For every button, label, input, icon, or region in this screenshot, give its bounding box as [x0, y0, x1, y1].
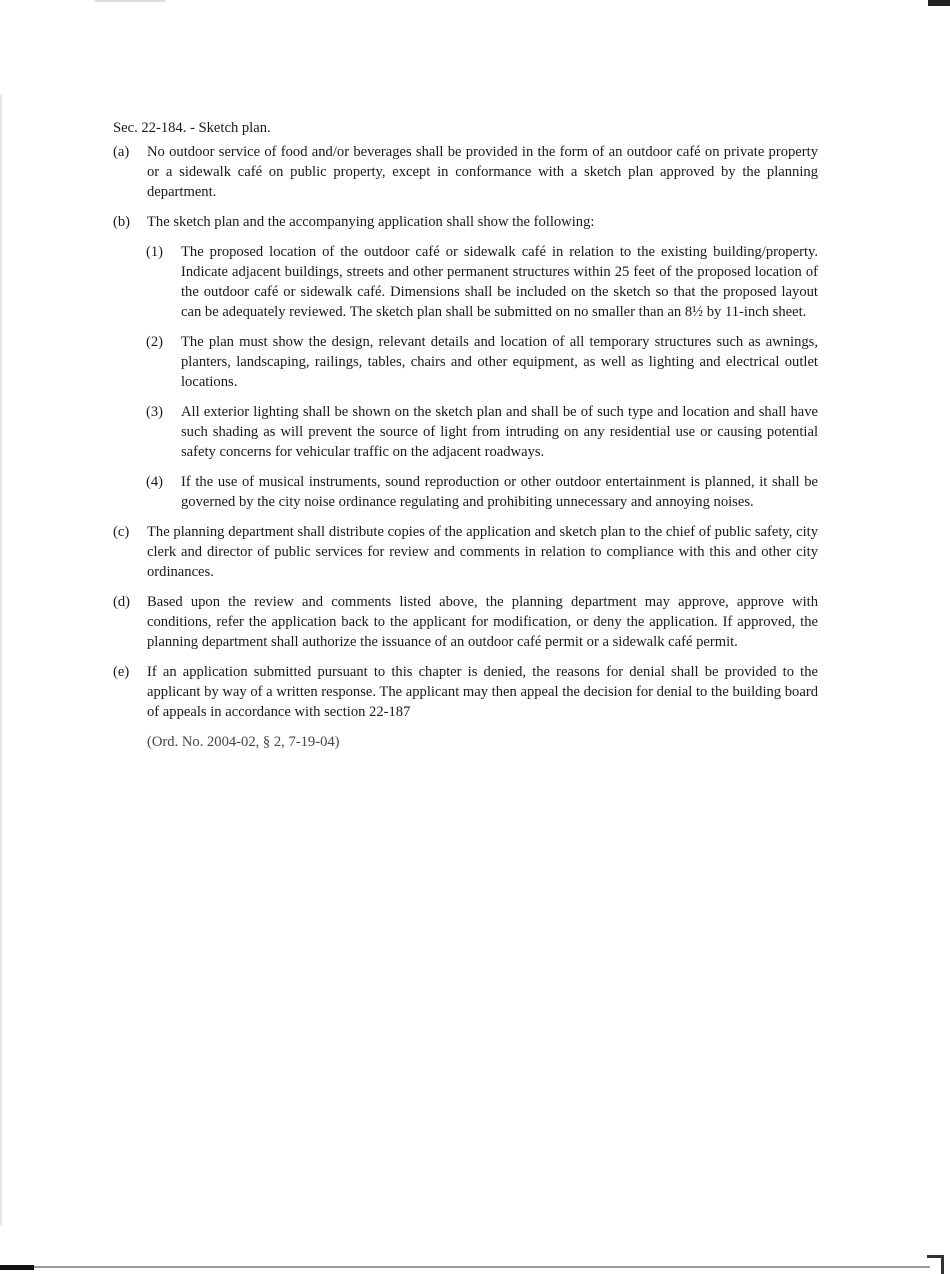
scan-edge-left: [0, 95, 2, 1225]
paragraph-label: (a): [113, 144, 130, 160]
scan-artifact-bottom-left: [0, 1265, 34, 1270]
paragraph-text: Based upon the review and comments listed above, the planning department may approve, approve with conditions, refer the application back to the applicant for modification, or deny the application. If approved, the planning department shall authorize the issuance of an outdoor café permit or a sidewalk café permit.: [147, 594, 818, 650]
paragraph-text: The sketch plan and the accompanying application shall show the following:: [147, 214, 595, 230]
paragraph-label: (c): [113, 524, 130, 540]
scan-artifact-top-right: [928, 0, 950, 6]
paragraph-d: [113, 592, 818, 652]
paragraph-a: [113, 142, 818, 202]
subitem-text: If the use of musical instruments, sound reproduction or other outdoor entertainment is planned, it shall be governed by the city noise ordinance regulating and prohibiting unnecessary and annoying noises.: [181, 474, 818, 510]
subitem-text: All exterior lighting shall be shown on the sketch plan and shall be of such type and location and shall have such shading as will prevent the source of light from intruding on any residential use or causing potential safety concerns for vehicular traffic on the adjacent roadways.: [181, 404, 818, 460]
scan-artifact-top-left: [95, 0, 165, 2]
scan-line-bottom: [0, 1266, 930, 1268]
document-body: [113, 118, 818, 752]
paragraph-b: [113, 212, 818, 232]
section-heading: Sec. 22-184. - Sketch plan.: [113, 120, 271, 136]
paragraph-label: (e): [113, 664, 130, 680]
ordinance-reference: (Ord. No. 2004-02, § 2, 7-19-04): [147, 734, 340, 750]
subitem-text: The plan must show the design, relevant details and location of all temporary structures such as awnings, planters, landscaping, railings, tables, chairs and other equipment, as well as lighting and electrical outlet locations.: [181, 334, 818, 390]
paragraph-label: (b): [113, 214, 131, 230]
sketch-plan-requirements-list: [113, 242, 818, 512]
subitem-4: [113, 472, 818, 512]
paragraph-text: If an application submitted pursuant to this chapter is denied, the reasons for denial shall be provided to the applicant by way of a written response. The applicant may then appeal the decision for denial to the building board of appeals in accordance with section 22-187: [147, 664, 818, 720]
paragraph-c: [113, 522, 818, 582]
subitem-label: (3): [146, 404, 164, 420]
subitem-label: (4): [146, 474, 164, 490]
subitem-3: [113, 402, 818, 462]
paragraph-text: No outdoor service of food and/or beverages shall be provided in the form of an outdoor café on private property or a sidewalk café on public property, except in conformance with a sketch plan approved by the planning department.: [147, 144, 818, 200]
subitem-1: [113, 242, 818, 322]
subitem-label: (2): [146, 334, 164, 350]
subitem-2: [113, 332, 818, 392]
paragraph-label: (d): [113, 594, 131, 610]
subitem-label: (1): [146, 244, 164, 260]
paragraph-e: [113, 662, 818, 722]
subitem-text: The proposed location of the outdoor café or sidewalk café in relation to the existing building/property. Indicate adjacent buildings, streets and other permanent structures within 25 feet of the proposed location of the outdoor café or sidewalk café. Dimensions shall be included on the sketch so that the proposed layout can be adequately reviewed. The sketch plan shall be submitted on no smaller than an 8½ by 11-inch sheet.: [181, 244, 818, 320]
paragraph-text: The planning department shall distribute copies of the application and sketch plan to the chief of public safety, city clerk and director of public services for review and comments in relation to compliance with this and other city ordinances.: [147, 524, 818, 580]
scan-artifact-bottom-right: [927, 1255, 944, 1274]
